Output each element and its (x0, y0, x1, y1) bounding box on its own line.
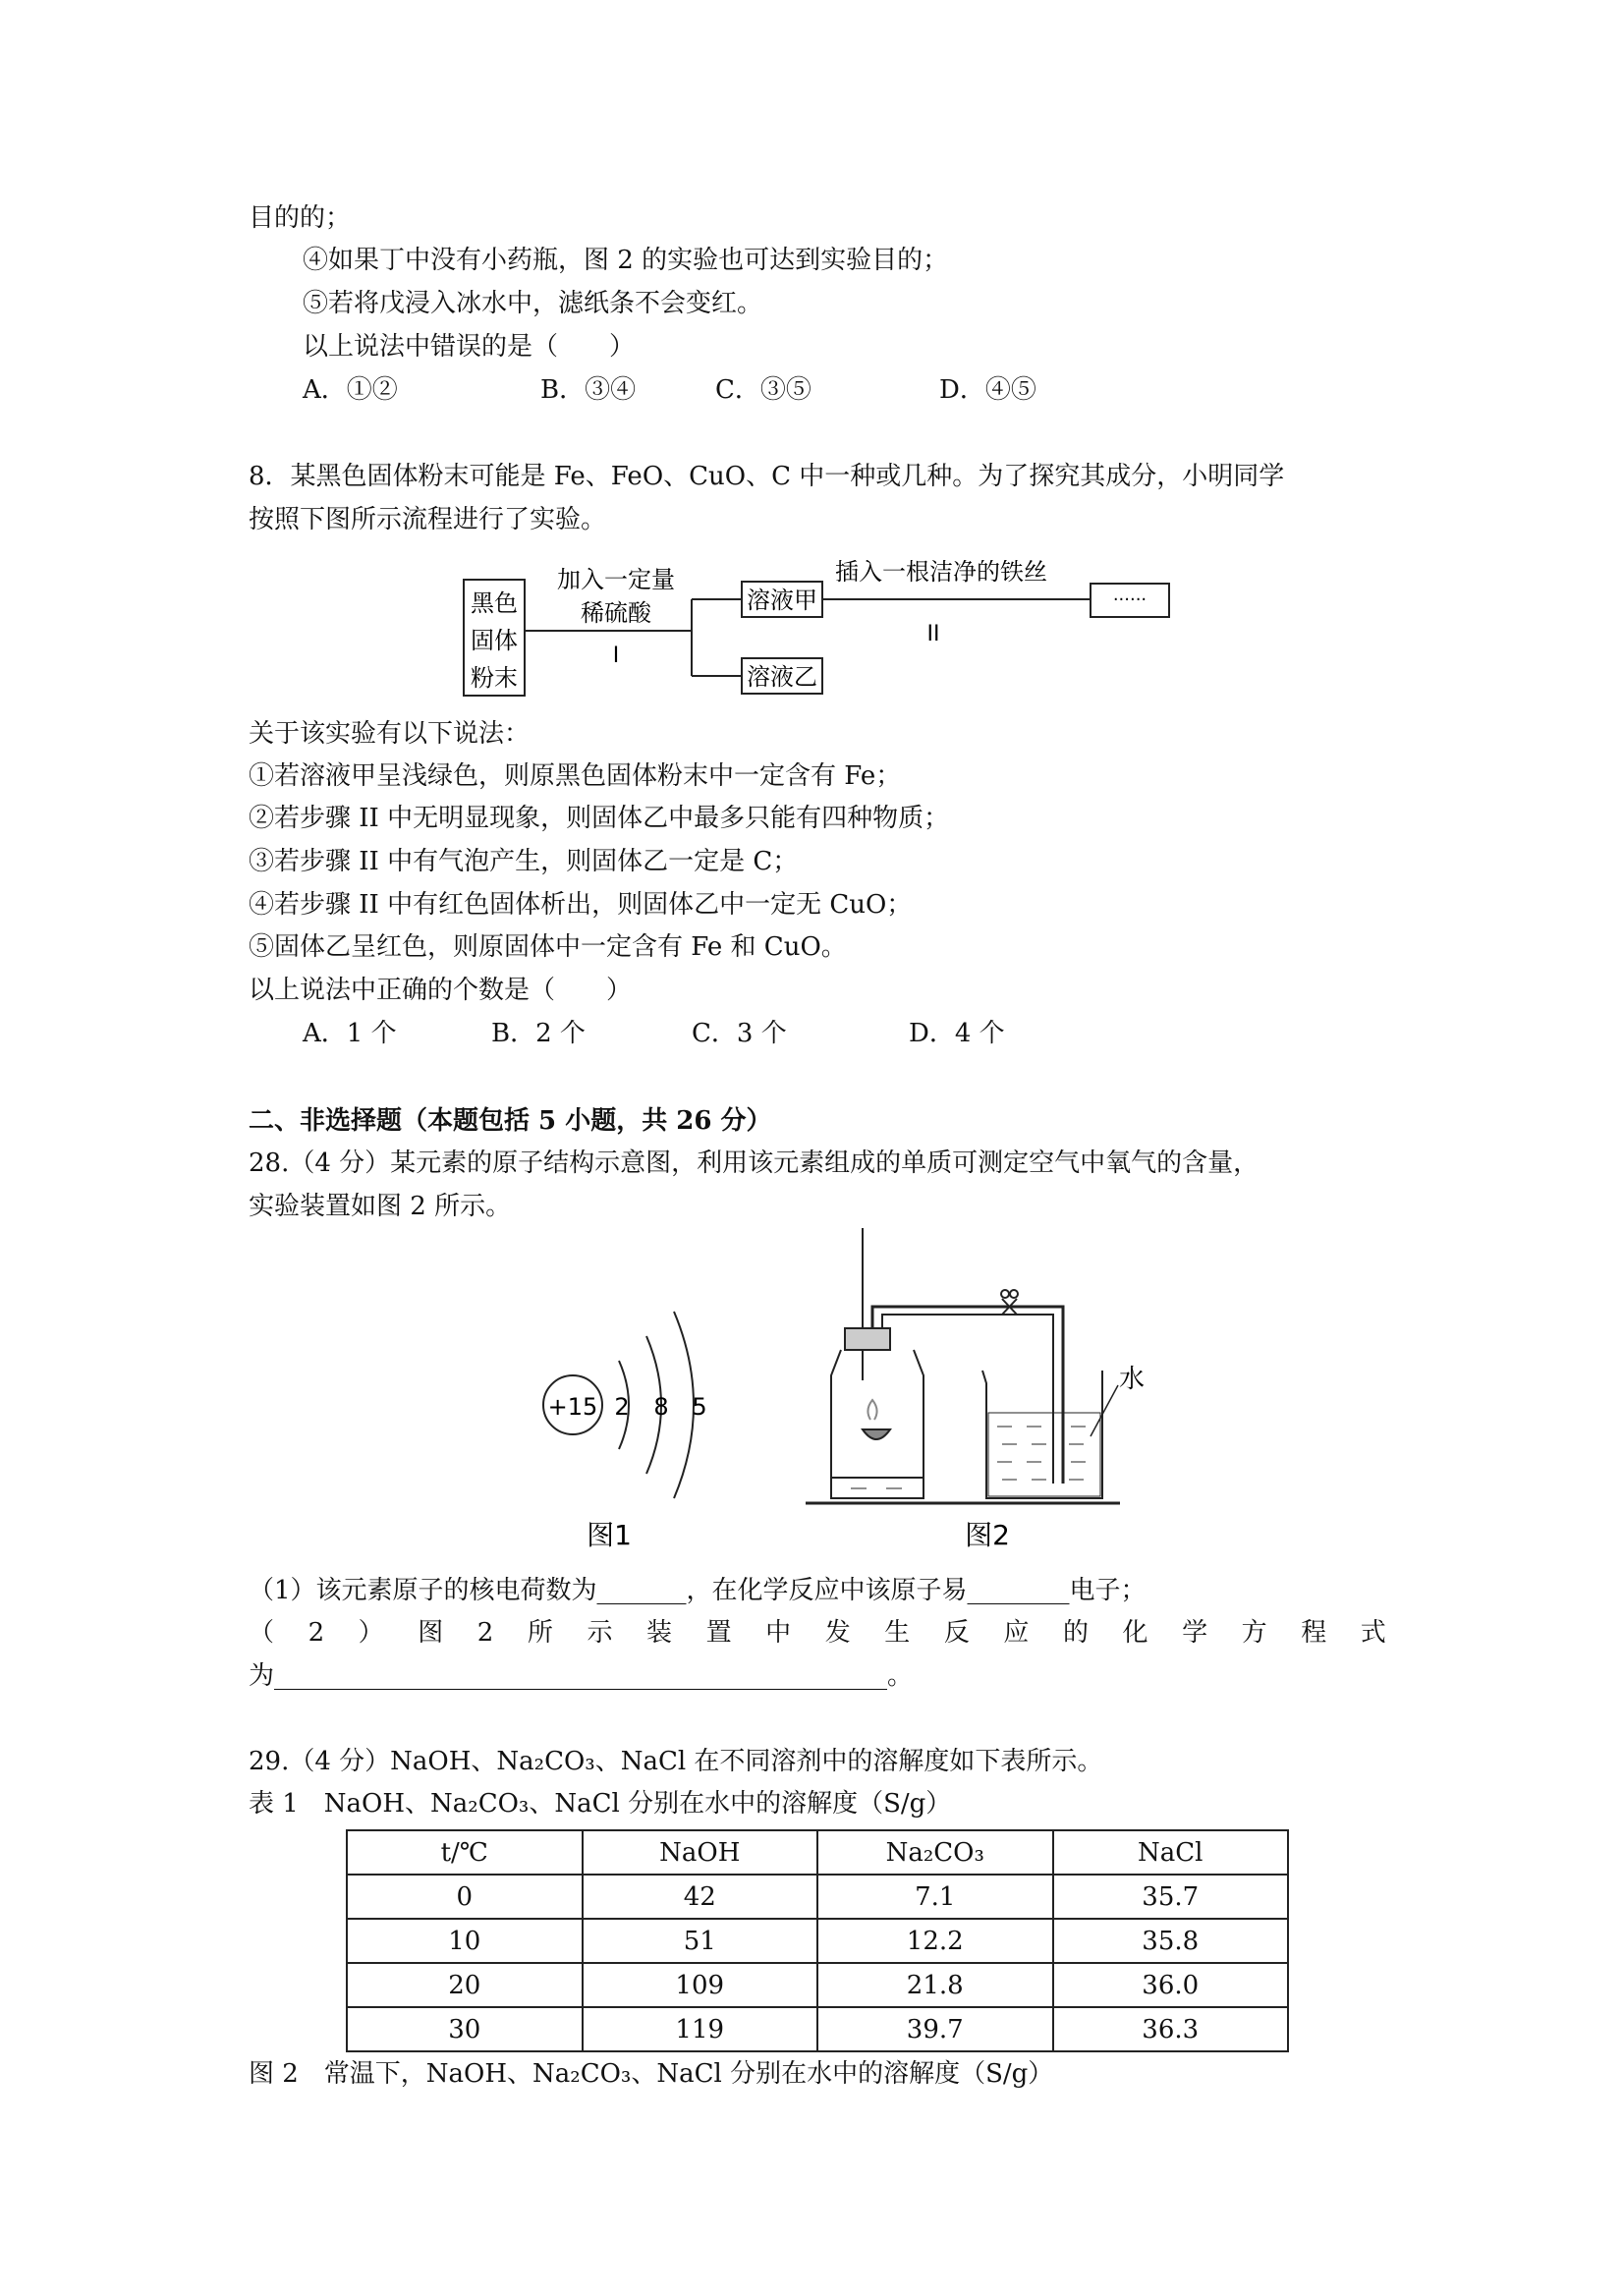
q8-statement-2: ②若步骤 II 中无明显现象，则固体乙中最多只能有四种物质； (249, 804, 950, 833)
solution-a: 溶液甲 (747, 587, 817, 614)
q28-p2-char: 2 (308, 1618, 325, 1648)
table-cell: 35.7 (1053, 1875, 1289, 1919)
nucleus-charge: +15 (547, 1393, 598, 1421)
table-cell: 12.2 (817, 1919, 1053, 1963)
q28-p2-char: ） (358, 1618, 384, 1648)
delivery-tube-inner (882, 1315, 1053, 1484)
q7-option-b: B．③④ (540, 375, 637, 405)
table-cell: 0 (347, 1875, 583, 1919)
q28-p2-char: 程 (1301, 1618, 1327, 1648)
table-cell: 39.7 (817, 2007, 1053, 2051)
atom-structure-diagram (531, 1287, 737, 1552)
solution-b: 溶液乙 (747, 663, 817, 691)
q29-stem: 29.（4 分）NaOH、Na₂CO₃、NaCl 在不同溶剂中的溶解度如下表所示。 (249, 1747, 1103, 1776)
table-row (347, 1963, 1288, 2007)
step2-label: 插入一根洁净的铁丝 (835, 560, 1047, 586)
clamp-handle-left (1001, 1290, 1009, 1298)
q28-part-1: （1）该元素原子的核电荷数为_______，在化学反应中该原子易________电子； (249, 1576, 1147, 1605)
q28-p2-char: 2 (476, 1618, 494, 1648)
result-placeholder: ······ (1112, 589, 1147, 610)
q28-p2-char: 所 (527, 1618, 553, 1648)
step1-number: I (612, 644, 620, 668)
q7-option-a: A．①② (303, 375, 398, 405)
shell-3-arc (674, 1312, 694, 1498)
shell-1-electrons: 2 (614, 1393, 630, 1421)
q28-part-2-line1 (249, 1616, 1386, 1650)
q8-question: 以上说法中正确的个数是（ ） (249, 976, 633, 1005)
q8-option-d: D．4 个 (909, 1019, 1005, 1048)
q28-p2-char: 式 (1360, 1618, 1386, 1648)
table-cell: 42 (583, 1875, 818, 1919)
table-header-row (347, 1830, 1288, 1875)
table-cell: 35.8 (1053, 1919, 1289, 1963)
start-line1: 黑色 (471, 589, 518, 617)
q28-p2-char: 应 (1003, 1618, 1030, 1648)
table-cell: 36.0 (1053, 1963, 1289, 2007)
q28-p2-char: 示 (587, 1618, 613, 1648)
step2-number: II (926, 622, 940, 646)
table-row (347, 1875, 1288, 1919)
q28-p2-char: 发 (824, 1618, 851, 1648)
q28-p2-char: 中 (765, 1618, 792, 1648)
q7-option-d: D．④⑤ (939, 375, 1036, 405)
header-cell: t/℃ (347, 1830, 583, 1875)
beaker-water-marks (997, 1427, 1086, 1480)
q7-continuation: 目的的； (249, 203, 352, 233)
q8-stem-line1: 8．某黑色固体粉末可能是 Fe、FeO、CuO、C 中一种或几种。为了探究其成分，小明同学 (249, 462, 1285, 491)
section-2-heading: 二、非选择题（本题包括 5 小题，共 26 分） (249, 1106, 772, 1136)
solubility-table (346, 1829, 1289, 2052)
q7-question: 以上说法中错误的是（ ） (303, 332, 636, 362)
header-cell: NaCl (1053, 1830, 1289, 1875)
q7-option-c: C．③⑤ (715, 375, 812, 405)
table-row (347, 1919, 1288, 1963)
table-cell: 30 (347, 2007, 583, 2051)
q28-p2-char: 方 (1241, 1618, 1267, 1648)
q28-p2-char: 置 (705, 1618, 732, 1648)
figure-2-label: 图2 (965, 1519, 1010, 1551)
table-cell: 119 (583, 2007, 818, 2051)
q28-p2-char: （ (249, 1618, 275, 1648)
phosphorus-combustion-apparatus (806, 1218, 1149, 1552)
q8-statement-5: ⑤固体乙呈红色，则原固体中一定含有 Fe 和 CuO。 (249, 932, 847, 962)
q8-option-c: C．3 个 (692, 1019, 787, 1048)
figure-2-caption: 图 2 常温下，NaOH、Na₂CO₃、NaCl 分别在水中的溶解度（S/g） (249, 2059, 1054, 2089)
q7-statement-5: ⑤若将戊浸入冰水中，滤纸条不会变红。 (303, 289, 763, 318)
table-cell: 20 (347, 1963, 583, 2007)
clamp-handle-right (1010, 1290, 1018, 1298)
q8-flowchart (452, 560, 1199, 702)
q8-statement-1: ①若溶液甲呈浅绿色，则原黑色固体粉末中一定含有 Fe； (249, 761, 902, 791)
table-cell: 7.1 (817, 1875, 1053, 1919)
q28-p2-char: 图 (418, 1618, 444, 1648)
q8-statement-4: ④若步骤 II 中有红色固体析出，则固体乙中一定无 CuO； (249, 890, 913, 920)
delivery-tube-outer (872, 1307, 1063, 1484)
shell-2-electrons: 8 (653, 1393, 669, 1421)
q28-p2-char: 学 (1182, 1618, 1208, 1648)
start-line3: 粉末 (471, 664, 518, 692)
beaker-water (988, 1413, 1100, 1496)
q8-option-b: B．2 个 (491, 1019, 586, 1048)
step1-line1: 加入一定量 (557, 566, 675, 593)
step1-line2: 稀硫酸 (581, 599, 651, 627)
start-line2: 固体 (471, 627, 518, 654)
combustion-spoon (863, 1429, 890, 1439)
header-cell: Na₂CO₃ (817, 1830, 1053, 1875)
q28-p2-char: 反 (943, 1618, 970, 1648)
white-smoke (867, 1400, 876, 1420)
q8-stem-line2: 按照下图所示流程进行了实验。 (249, 505, 607, 534)
table-cell: 21.8 (817, 1963, 1053, 2007)
q28-p2-char: 生 (884, 1618, 911, 1648)
q28-stem-line1: 28.（4 分）某元素的原子结构示意图，利用该元素组成的单质可测定空气中氧气的含量， (249, 1148, 1259, 1178)
q8-option-a: A．1 个 (303, 1019, 397, 1048)
q28-p2-char: 化 (1122, 1618, 1148, 1648)
water-label: 水 (1118, 1365, 1146, 1394)
q8-statement-3: ③若步骤 II 中有气泡产生，则固体乙一定是 C； (249, 847, 799, 876)
q28-stem-line2: 实验装置如图 2 所示。 (249, 1192, 512, 1221)
shell-3-electrons: 5 (692, 1393, 707, 1421)
q28-p2-char: 装 (646, 1618, 673, 1648)
table-cell: 109 (583, 1963, 818, 2007)
figure-1-label: 图1 (587, 1519, 632, 1551)
header-cell: NaOH (583, 1830, 818, 1875)
q7-statement-4: ④如果丁中没有小药瓶，图 2 的实验也可达到实验目的； (303, 246, 949, 275)
table-cell: 51 (583, 1919, 818, 1963)
table-cell: 10 (347, 1919, 583, 1963)
water-pointer (1091, 1385, 1118, 1436)
collecting-bottle (831, 1350, 923, 1498)
q8-intro: 关于该实验有以下说法： (249, 719, 531, 749)
stopper (845, 1328, 890, 1350)
table-1-caption: 表 1 NaOH、Na₂CO₃、NaCl 分别在水中的溶解度（S/g） (249, 1789, 952, 1819)
table-row (347, 2007, 1288, 2051)
table-cell: 36.3 (1053, 2007, 1289, 2051)
q28-part-2-line2: 为________________________________________________。 (249, 1661, 913, 1691)
q28-p2-char: 的 (1062, 1618, 1089, 1648)
